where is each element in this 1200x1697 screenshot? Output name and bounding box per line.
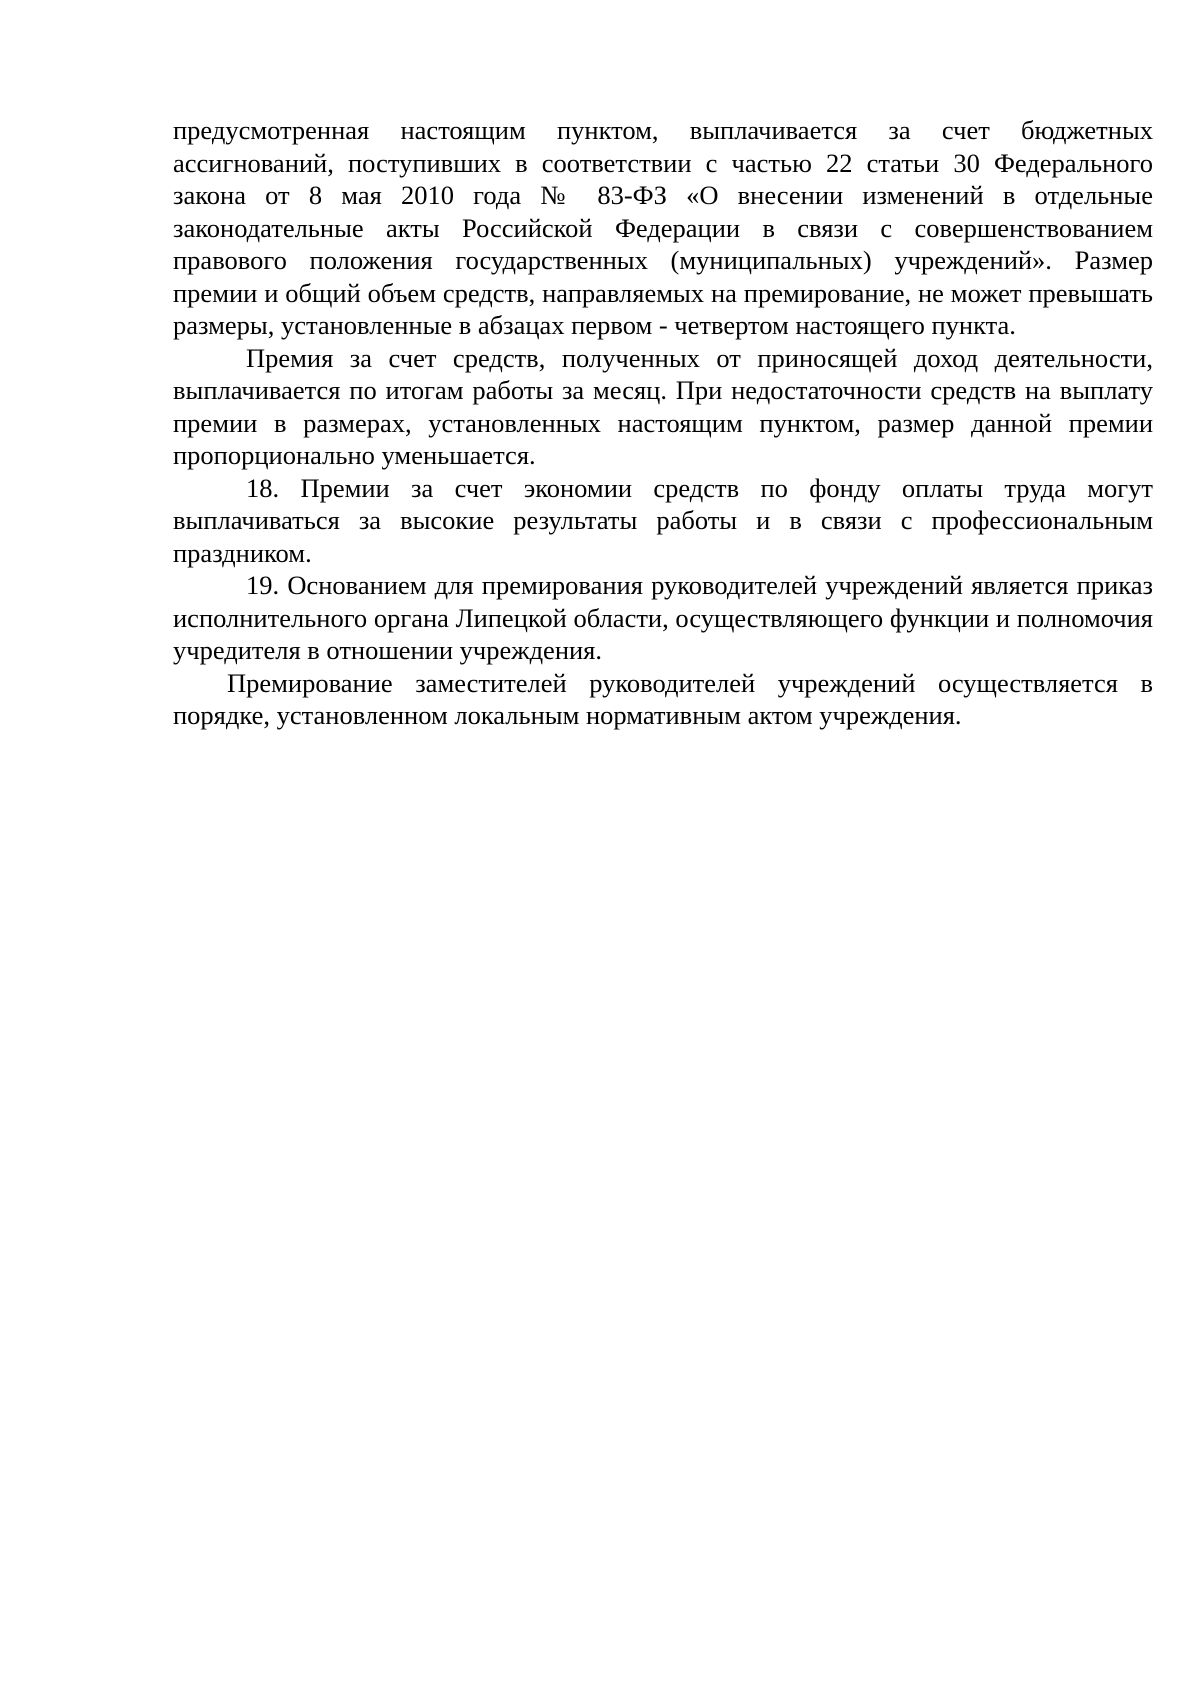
paragraph-item-18: 18. Премии за счет экономии средств по фонду оплаты труда могут выплачиваться за высокие результаты работы и в связи с профессиональным праздником.: [173, 472, 1153, 568]
paragraph-item-19: 19. Основанием для премирования руководителей учреждений является приказ исполнительного органа Липецкой области, осуществляющего функции и полномочия учредителя в отношении учреждения.: [173, 570, 1153, 665]
paragraph-income-bonus: Премия за счет средств, полученных от приносящей доход деятельности, выплачивается по итогам работы за месяц. При недостаточности средств на выплату премии в размерах, установленных настоящим пунктом, размер данной премии пропорционально уменьшается.: [173, 342, 1153, 470]
document-body: [173, 114, 1153, 732]
paragraph-continuation: предусмотренная настоящим пунктом, выплачивается за счет бюджетных ассигнований, поступивших в соответствии с частью 22 статьи 30 Федерального закона от 8 мая 2010 года № 83-ФЗ «О внесении изменений в отдельные законодательные акты Российской Федерации в связи с совершенствованием правового положения государственных (муниципальных) учреждений». Размер премии и общий объем средств, направляемых на премирование, не может превышать размеры, установленные в абзацах первом - четвертом настоящего пункта.: [173, 115, 1153, 340]
paragraph-deputies-bonus: Премирование заместителей руководителей учреждений осуществляется в порядке, установленном локальным нормативным актом учреждения.: [173, 667, 1153, 730]
